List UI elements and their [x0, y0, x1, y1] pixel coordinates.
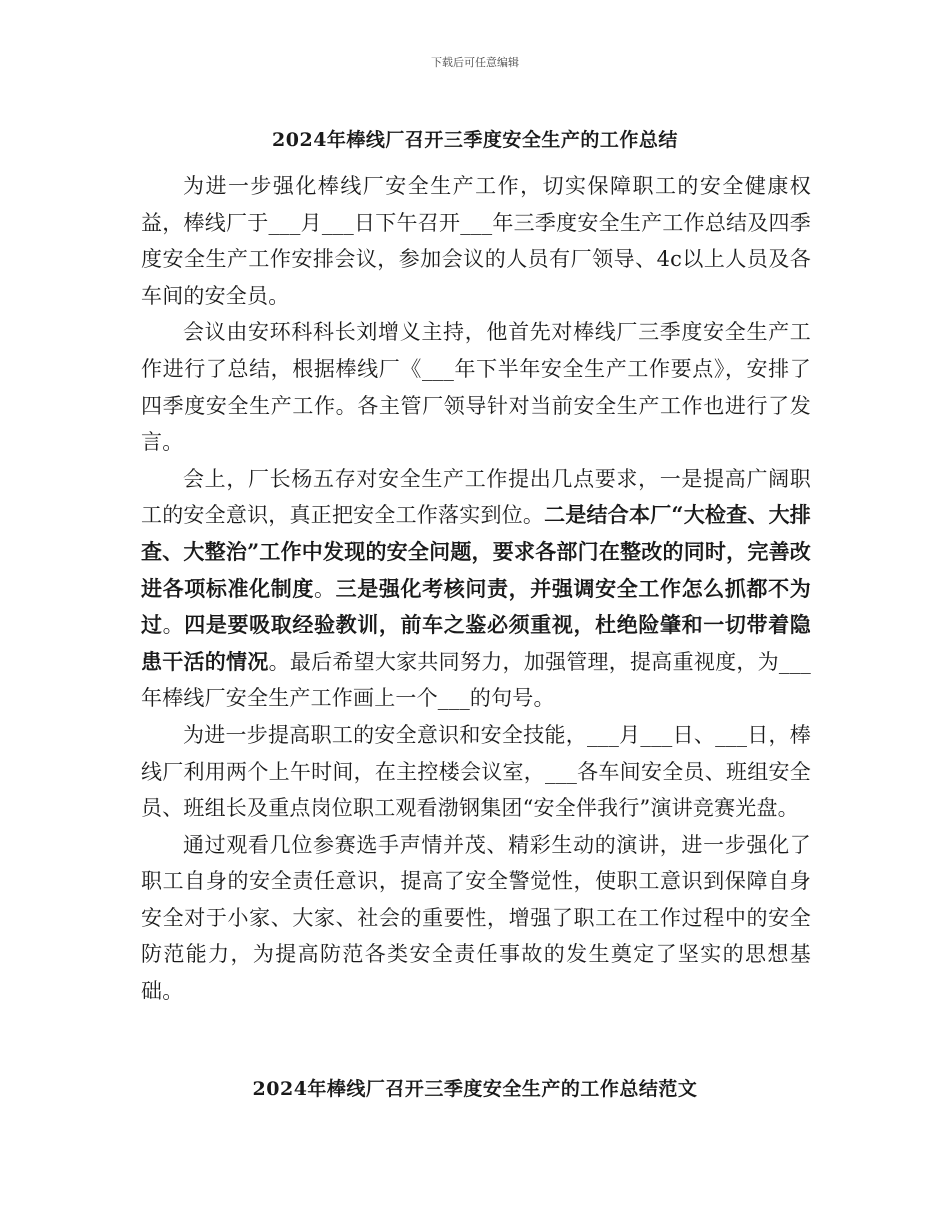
- paragraph-text: 。: [162, 613, 185, 638]
- paragraph: [141, 717, 811, 827]
- paragraph-text: 会上，厂长杨五存对安全生产工作提出几点要求，一是提高广阔职工的安全意识，真正把安全工作落实到位。: [141, 466, 811, 528]
- paragraph-text: 。最后希望大家共同努力，加强管理，提高重视度，为___年棒线厂安全生产工作画上一个___的句号。: [141, 649, 811, 711]
- paragraph-text: 会议由安环科科长刘增义主持，他首先对棒线厂三季度安全生产工作进行了总结，根据棒线厂《___年下半年安全生产工作要点》，安排了四季度安全生产工作。各主管厂领导针对当前安全生产工作也进行了发言。: [141, 320, 811, 455]
- document-body: [141, 168, 811, 1010]
- paragraph-text: 通过观看几位参赛选手声情并茂、精彩生动的演讲，进一步强化了职工自身的安全责任意识，提高了安全警觉性，使职工意识到保障自身安全对于小家、大家、社会的重要性，增强了职工在工作过程中的安全防范能力，为提高防范各类安全责任事故的发生奠定了坚实的思想基础。: [141, 832, 811, 1004]
- page-header-note: 下载后可任意编辑: [431, 56, 519, 69]
- document-title: 2024年棒线厂召开三季度安全生产的工作总结: [272, 129, 678, 151]
- paragraph: [141, 827, 811, 1010]
- paragraph-text: 为进一步强化棒线厂安全生产工作，切实保障职工的安全健康权益，棒线厂于___月___日下午召开___年三季度安全生产工作总结及四季度安全生产工作安排会议，参加会议的人员有厂领导、4c以上人员及各车间的安全员。: [141, 174, 811, 308]
- paragraph-text: 为进一步提高职工的安全意识和安全技能，___月___日、___日，棒线厂利用两个上午时间，在主控楼会议室，___各车间安全员、班组安全员、班组长及重点岗位职工观看渤钢集团“安全伴我行”演讲竞赛光盘。: [141, 722, 811, 821]
- paragraph: [141, 461, 811, 717]
- paragraph-bold-text: 四是要吸取经验教训，前车之鉴必须重视，杜绝险肇和一切带着隐患干活的情况: [141, 612, 812, 674]
- paragraph-bold-text: 二是结合本厂“大检查、大排查、大整治”工作中发现的安全问题，要求各部门在整改的同时，完善改进各项标准化制度: [141, 502, 811, 601]
- paragraph: [141, 168, 811, 314]
- paragraph-bold-text: 三是强化考核问责，并强调安全工作怎么抓都不为过: [141, 575, 812, 638]
- second-document-title: 2024年棒线厂召开三季度安全生产的工作总结范文: [252, 1078, 698, 1100]
- paragraph-text: 。: [314, 576, 336, 601]
- paragraph: [141, 314, 811, 460]
